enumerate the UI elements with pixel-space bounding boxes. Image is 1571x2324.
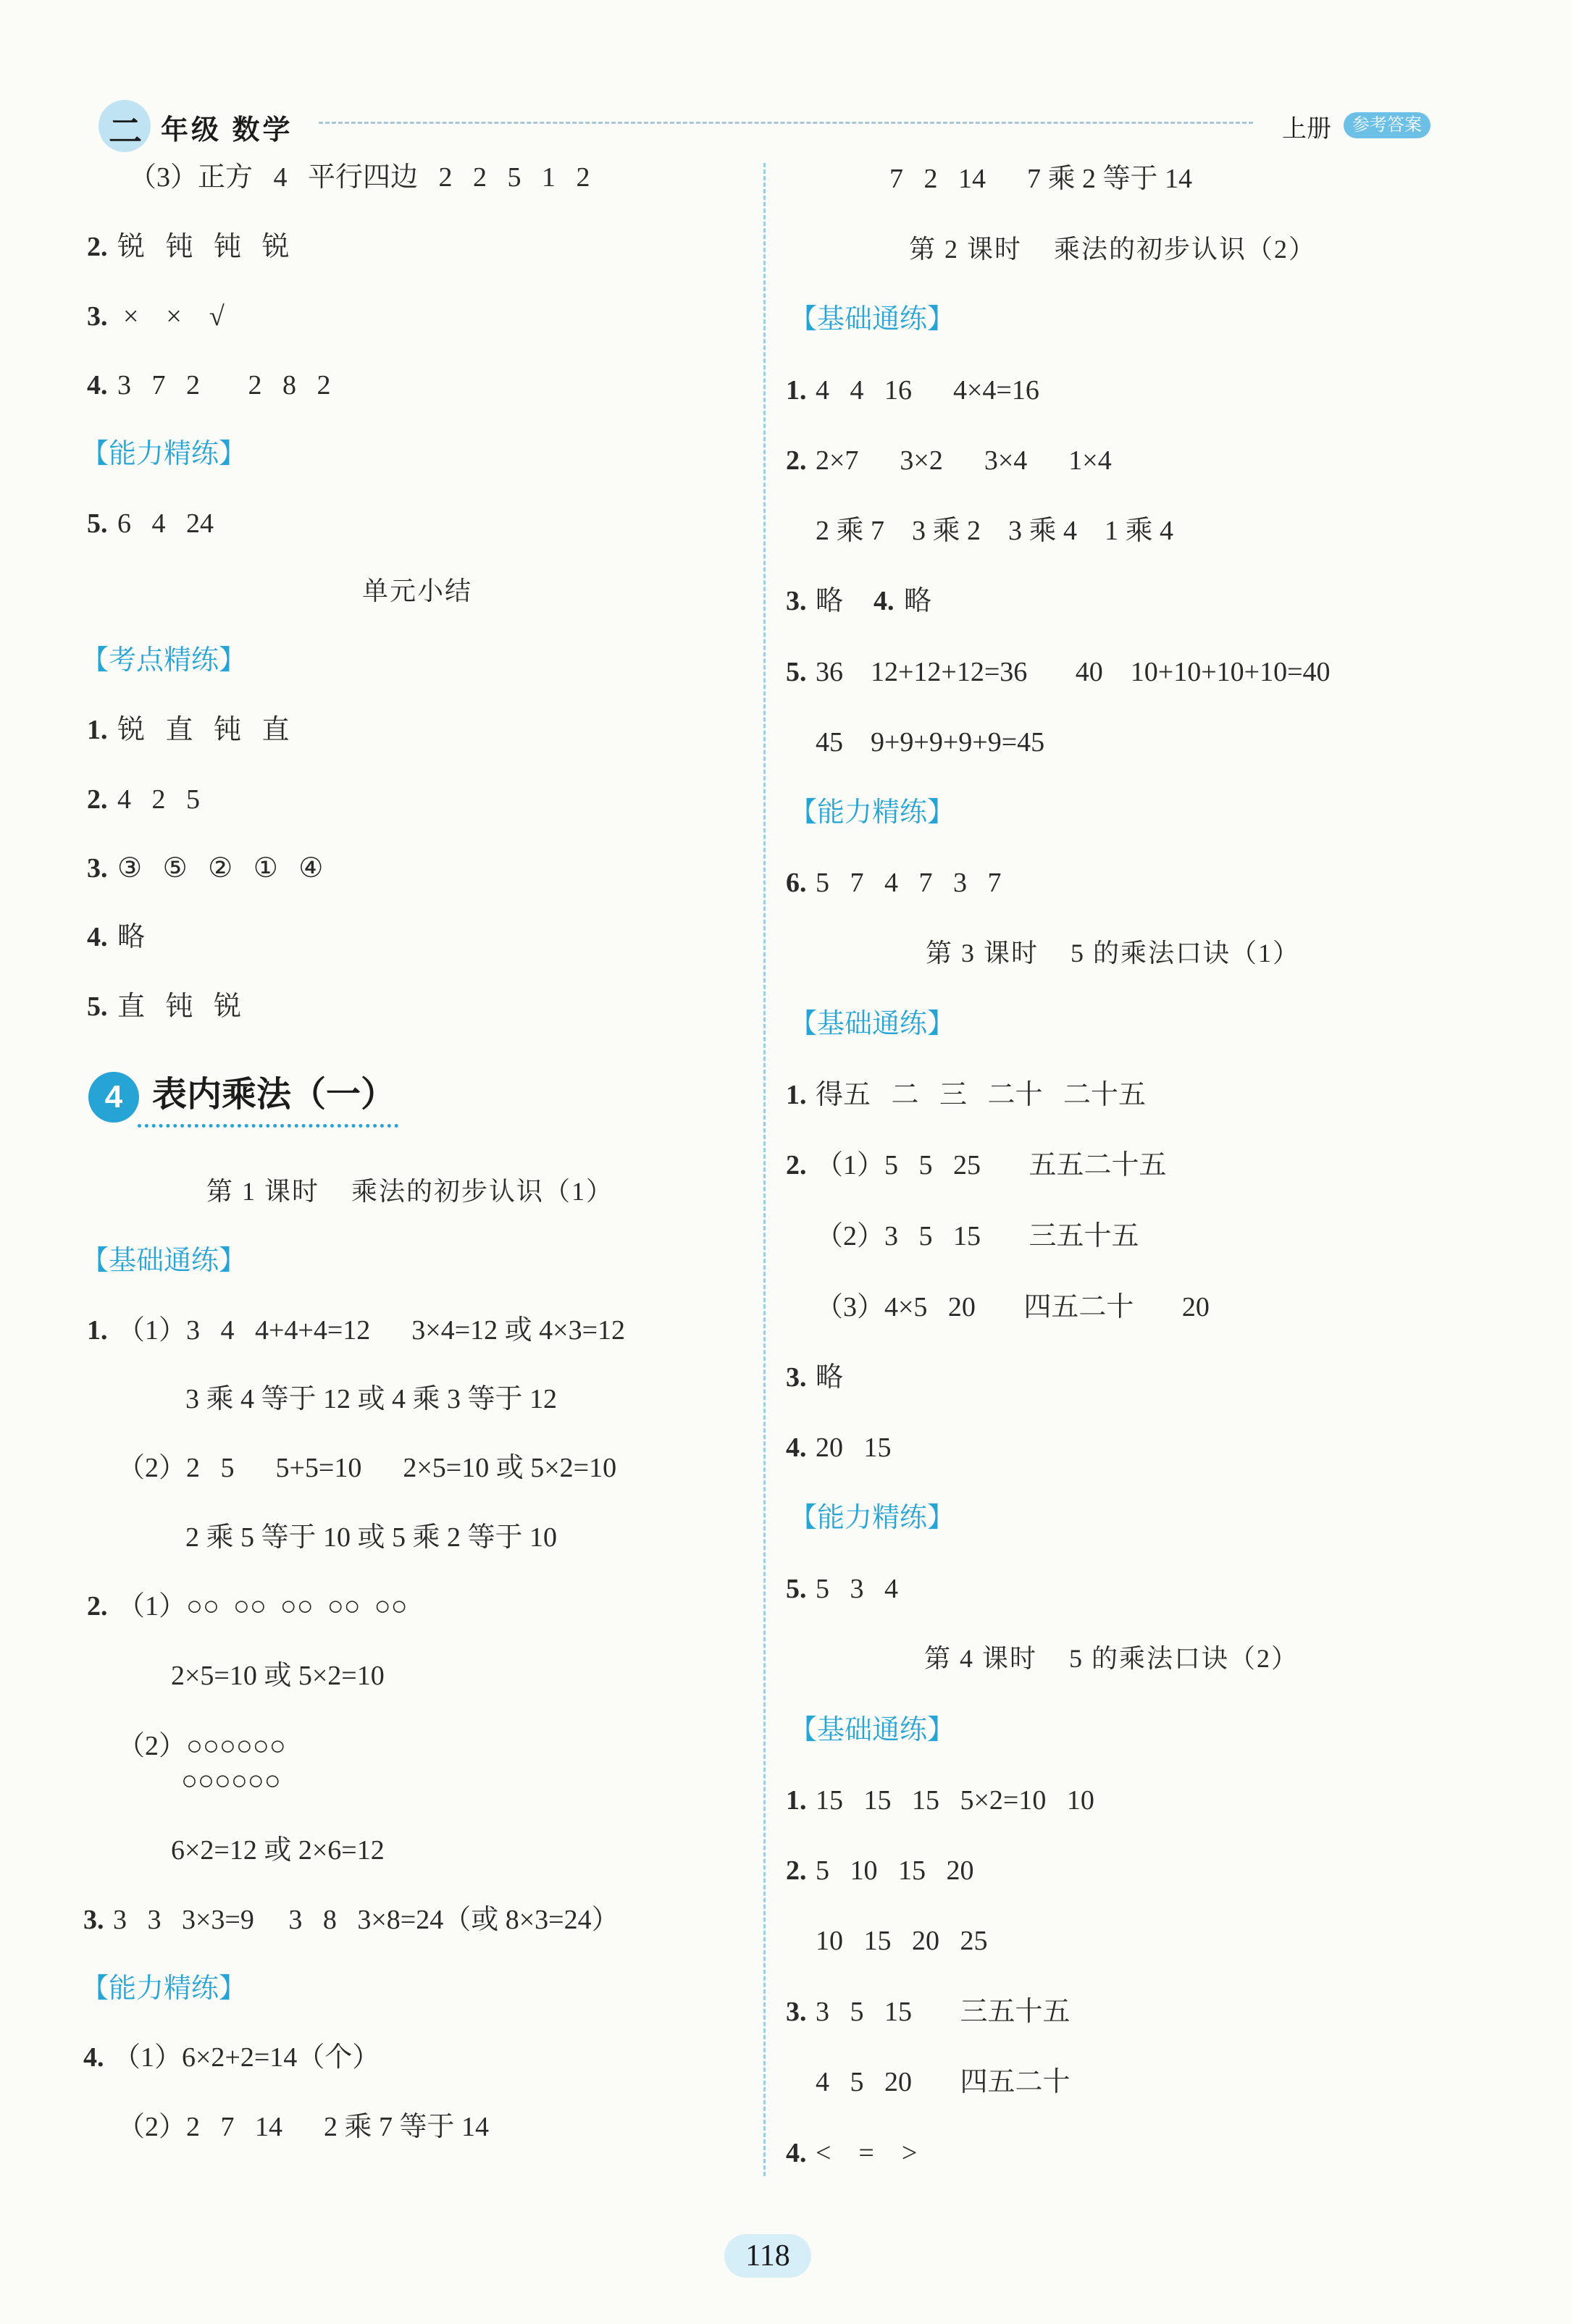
answer-line: 2×7 3×2 3×4 1×4	[816, 445, 1112, 476]
answer-line: 2 乘 7 3 乘 2 3 乘 4 1 乘 4	[816, 516, 1174, 546]
answer-line: （2）2 7 14 2 乘 7 等于 14	[117, 2112, 490, 2142]
unit-title: 表内乘法（一）	[152, 1075, 396, 1114]
question-number: 2.	[87, 784, 108, 815]
question-number: 3.	[786, 1997, 807, 2027]
question-number: 5.	[786, 657, 807, 687]
answer-line: 6 4 24	[117, 508, 214, 539]
answer-line: 3 7 2 2 8 2	[117, 370, 331, 400]
answer-line: 得五 二 三 二十 二十五	[816, 1080, 1147, 1110]
answer-line: 2 乘 5 等于 10 或 5 乘 2 等于 10	[185, 1522, 558, 1553]
answer-line: 45 9+9+9+9+9=45	[816, 727, 1045, 758]
answer-line: 锐 直 钝 直	[117, 715, 290, 745]
answer-line: 4 2 5	[117, 784, 200, 815]
answer-line: 36 12+12+12=36 40 10+10+10+10=40	[816, 657, 1331, 687]
question-number: 4.	[786, 1432, 807, 1463]
question-number: 2.	[786, 445, 807, 476]
unit-summary-title: 单元小结	[362, 576, 473, 605]
answer-line: 5 3 4	[816, 1574, 898, 1604]
question-number: 6.	[786, 868, 807, 898]
column-divider	[763, 163, 766, 2176]
section-heading: 【能力精练】	[81, 439, 247, 469]
answer-line: 7 2 14 7 乘 2 等于 14	[889, 164, 1193, 194]
question-number: 3.	[83, 1905, 104, 1935]
answer-line: < = >	[816, 2138, 918, 2168]
answer-line: （1）6×2+2=14（个）	[113, 2042, 380, 2073]
answer-line: （1）5 5 25 五五二十五	[816, 1150, 1167, 1180]
question-number: 3.	[786, 1362, 807, 1393]
section-heading: 【能力精练】	[789, 1503, 955, 1533]
answer-line: 20 15	[816, 1432, 892, 1463]
question-number: 4.	[786, 2138, 807, 2168]
unit-number-badge: 4	[88, 1072, 139, 1123]
question-number: 1.	[786, 1785, 807, 1816]
answer-badge: 参考答案	[1344, 112, 1430, 138]
answer-line: 略	[816, 1362, 844, 1393]
answer-line: 3 乘 4 等于 12 或 4 乘 3 等于 12	[185, 1384, 558, 1414]
question-number: 2.	[87, 1591, 108, 1622]
question-number: 2.	[786, 1150, 807, 1180]
lesson-title: 第 1 课时 乘法的初步认识（1）	[206, 1177, 614, 1206]
answer-line: （3）4×5 20 四五二十 20	[816, 1292, 1210, 1322]
question-number: 3.	[87, 853, 108, 884]
answer-line: 10 15 20 25	[816, 1926, 988, 1956]
question-number: 4.	[83, 2042, 104, 2073]
question-number: 4.	[87, 922, 108, 952]
question-number: 1.	[786, 375, 807, 406]
question-number: 2.	[786, 1855, 807, 1886]
question-number: 5.	[786, 1574, 807, 1604]
lesson-title: 第 4 课时 5 的乘法口诀（2）	[924, 1644, 1299, 1673]
answer-line: （3）正方 4 平行四边 2 2 5 1 2	[129, 162, 590, 193]
lesson-title: 第 2 课时 乘法的初步认识（2）	[909, 235, 1317, 264]
answer-line: 直 钝 锐	[117, 991, 242, 1022]
header-divider	[319, 122, 1253, 124]
question-number: 4.	[874, 586, 895, 616]
question-number: 1.	[786, 1080, 807, 1110]
question-number: 1.	[87, 1315, 108, 1346]
section-heading: 【基础通练】	[789, 1715, 955, 1745]
section-heading: 【能力精练】	[81, 1973, 247, 2004]
answer-line: 3 3 3×3=9 3 8 3×8=24（或 8×3=24）	[113, 1905, 619, 1935]
answer-line: （2）3 5 15 三五十五	[816, 1221, 1139, 1251]
answer-line: 5 10 15 20	[816, 1855, 974, 1886]
section-heading: 【基础通练】	[789, 1009, 955, 1039]
page-number: 118	[724, 2234, 811, 2278]
unit-title-underline	[138, 1124, 398, 1128]
answer-line: 15 15 15 5×2=10 10	[816, 1785, 1094, 1816]
grade-subject: 年级 数学	[161, 115, 293, 146]
section-heading: 【基础通练】	[789, 304, 955, 335]
answer-line: 锐 钝 钝 锐	[117, 232, 290, 262]
question-number: 5.	[87, 991, 108, 1022]
question-number: 3.	[87, 301, 108, 332]
section-heading: 【基础通练】	[81, 1246, 247, 1276]
section-heading: 【能力精练】	[789, 797, 955, 828]
answer-line: 6×2=12 或 2×6=12	[171, 1835, 385, 1866]
circle-drawing: （2）○○○○○○	[117, 1731, 286, 1761]
section-heading: 【考点精练】	[81, 645, 247, 676]
question-number: 3.	[786, 586, 807, 616]
answer-line: 4 4 16 4×4=16	[816, 375, 1039, 406]
answer-line: 4 5 20 四五二十	[816, 2067, 1071, 2097]
lesson-title: 第 3 课时 5 的乘法口诀（1）	[926, 939, 1301, 968]
answer-line: × × √	[123, 301, 225, 332]
grade-number: 二	[109, 112, 142, 150]
answer-line: （2）2 5 5+5=10 2×5=10 或 5×2=10	[117, 1453, 617, 1483]
answer-line: 略	[904, 586, 932, 616]
question-number: 2.	[87, 232, 108, 262]
answer-line: 5 7 4 7 3 7	[816, 868, 1002, 898]
answer-line: 3 5 15 三五十五	[816, 1997, 1071, 2027]
volume-label: 上册	[1282, 115, 1331, 143]
answer-line: 略	[117, 922, 146, 952]
question-number: 5.	[87, 508, 108, 539]
question-number: 4.	[87, 370, 108, 400]
answer-line: 2×5=10 或 5×2=10	[171, 1661, 385, 1691]
answer-line: 略	[816, 586, 844, 616]
question-number: 1.	[87, 715, 108, 745]
answer-line: ③ ⑤ ② ① ④	[117, 853, 324, 884]
answer-line: （1）3 4 4+4+4=12 3×4=12 或 4×3=12	[117, 1315, 626, 1346]
circle-drawing: （1）○○ ○○ ○○ ○○ ○○	[117, 1591, 408, 1622]
circle-drawing: ○○○○○○	[181, 1766, 281, 1796]
